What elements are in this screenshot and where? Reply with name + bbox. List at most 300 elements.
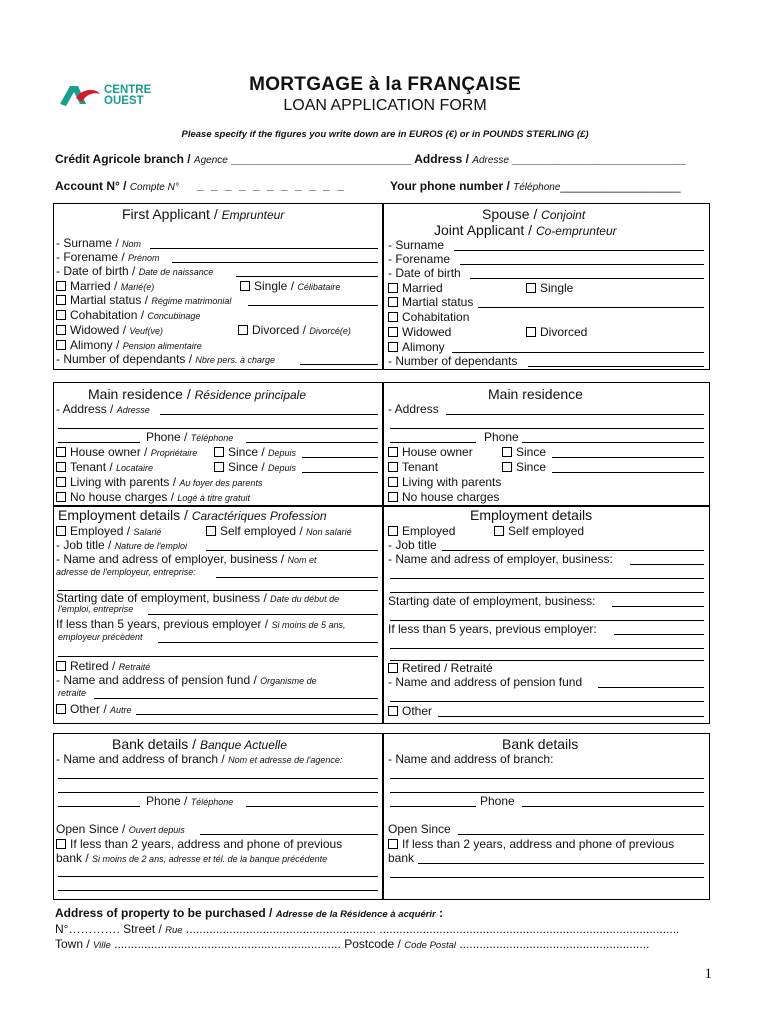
j-widowed-text: Widowed [402,325,452,339]
marital-status-field[interactable] [248,305,378,306]
checkbox-icon[interactable] [56,310,66,320]
page-number: 1 [704,966,712,982]
address-field[interactable]: __________________________ [508,152,686,166]
j-since-text: Since [516,445,547,459]
bank-title-fr: Banque Actuelle [199,738,287,752]
res-address-field-3[interactable] [58,442,140,443]
other-field[interactable] [136,714,378,715]
bank-title [112,736,287,752]
cohabitation-checkbox[interactable] [56,308,200,323]
j-employer-field-2[interactable] [390,578,704,579]
j-pension-label: - Name and address of pension fund [388,675,583,689]
dob-label [56,264,213,279]
j-bank-title: Bank details [502,736,579,752]
j-employer-field-1[interactable] [630,564,704,565]
checkbox-icon[interactable] [388,312,398,322]
prev-field-1[interactable] [158,642,378,643]
divorced-en: Divorced / [252,323,310,337]
spouse-title [482,206,585,222]
single-fr: Célibataire [297,282,341,292]
forename-en: - Forename / [56,250,129,264]
branch-row [55,152,686,166]
start-field[interactable] [148,614,378,615]
living-fr: Au foyer des parents [179,478,263,488]
account-number-field[interactable]: _ _ _ _ _ _ _ _ _ _ _ [197,178,346,192]
bank-branch-fr: Nom et adresse de l'agence: [228,755,343,765]
j-marital-field[interactable] [478,307,704,308]
res-phone-label [146,430,233,445]
tenant-since-field[interactable] [302,472,378,473]
j-alimony-checkbox[interactable] [388,340,445,354]
employer-fr-1: Nom et [287,555,317,565]
prev-fr-2: employeur précèdent [58,632,143,642]
j-prev-label: If less than 5 years, previous employer: [388,622,597,636]
since-fr: Depuis [268,463,297,473]
j-owner-since[interactable] [502,445,546,459]
currency-notice: Please specify if the figures you write down are in EUROS (€) or in POUNDS STERLING (£) [181,129,589,140]
j-less2-checkbox[interactable] [388,837,674,851]
pension-fr-1: Organisme de [260,676,317,686]
j-bank-branch-label: - Name and address of branch: [388,752,554,766]
property-town-row [55,937,649,951]
prev-en: If less than 5 years, previous employer / [56,617,272,631]
jobtitle-en: - Job title / [56,538,115,552]
j-pension-field-2[interactable] [390,701,704,702]
checkbox-icon[interactable] [526,327,536,337]
j-pension-field-1[interactable] [598,687,704,688]
property-town-label: Town / [55,937,94,951]
marital-status-label [56,293,231,308]
checkbox-icon[interactable] [56,325,66,335]
divorced-checkbox[interactable] [238,323,351,338]
single-checkbox[interactable] [240,279,340,294]
j-marital-label [388,295,473,309]
j-jobtitle-field[interactable] [442,550,704,551]
j-open-since-field[interactable] [458,834,704,835]
open-en: Open Since / [56,822,129,836]
j-single-text: Single [540,281,574,295]
employer-en: - Name and adress of employer, business / [56,552,288,566]
employer-field-1[interactable] [216,577,378,578]
dependants-label [56,352,275,367]
bank-phone-en: Phone / [146,794,191,808]
first-applicant-title-fr: Emprunteur [221,208,285,222]
j-cohab-text: Cohabitation [402,310,470,324]
surname-label [56,236,141,251]
checkbox-icon[interactable] [494,526,504,536]
surname-en: - Surname / [56,236,123,250]
j-retired-checkbox[interactable] [388,661,493,675]
j-retired-text: Retired / Retraité [402,661,493,675]
j-employer-field-3[interactable] [390,592,704,593]
prev-bank-field-1[interactable] [58,876,378,877]
dependants-fr: Nbre pers. à charge [195,355,275,365]
res-address-fr: Adresse [116,405,150,415]
nocharges-checkbox[interactable] [56,490,250,505]
branch-label-fr: Agence [193,155,228,166]
widowed-en: Widowed / [70,323,130,337]
res-address-field-1[interactable] [160,414,378,415]
j-dob-label: - Date of birth [388,266,461,280]
res-address-en: - Address / [56,402,117,416]
jobtitle-field[interactable] [206,550,378,551]
page-title: MORTGAGE à la FRANÇAISE [249,74,521,95]
j-other-field[interactable] [438,716,704,717]
owner-since-field[interactable] [302,457,378,458]
bank-branch-en: - Name and address of branch / [56,752,229,766]
tenant-checkbox[interactable] [56,460,153,475]
j-owner-text: House owner [402,445,473,459]
self-en: Self employed / [220,524,307,538]
pension-en: - Name and address of pension fund / [56,673,261,687]
j-res-address-field-3[interactable] [390,442,476,443]
other-checkbox[interactable] [56,702,132,717]
checkbox-icon[interactable] [238,325,248,335]
employment-title [58,507,327,523]
address-label: Address / [414,152,473,166]
forename-fr: Prénom [128,253,160,263]
forename-field[interactable] [172,262,378,263]
j-married-checkbox[interactable] [388,281,443,295]
employed-en: Employed / [70,524,134,538]
widowed-checkbox[interactable] [56,323,163,338]
j-alimony-field[interactable] [452,352,704,353]
checkbox-icon[interactable] [502,462,512,472]
j-res-phone-label: Phone [484,430,519,444]
employment-title-en: Employment details / [58,507,192,523]
j-self-employed-checkbox[interactable] [494,524,584,538]
j-forename-field[interactable] [460,264,704,265]
logo-line-1: CENTRE [104,84,152,96]
checkbox-icon[interactable] [56,281,66,291]
phone-label-fr: Téléphone [513,182,561,193]
bank-branch-field-2[interactable] [58,792,378,793]
retired-fr: Retraité [118,662,151,672]
bank-phone-label [146,794,233,809]
dob-fr: Date de naissance [138,267,214,277]
branch-label: Crédit Agricole branch / [55,152,194,166]
open-since-label [56,822,185,837]
alimony-checkbox[interactable] [56,338,202,353]
prev-bank-en: bank / [56,851,93,865]
j-living-text: Living with parents [402,475,502,489]
j-dependants-label: - Number of dependants [388,354,518,368]
bank-phone-fr: Téléphone [190,797,234,807]
account-row [55,179,179,193]
j-nocharges-text: No house charges [402,490,500,504]
checkbox-icon[interactable] [56,492,66,502]
divorced-fr: Divorcé(e) [309,326,351,336]
property-street-field[interactable]: ......................................................... .......................................................................................... [182,922,680,936]
j-dependants-field[interactable] [528,366,704,367]
property-postcode-field[interactable]: ......................................................... [456,937,650,951]
res-address-label [56,402,150,417]
checkbox-icon[interactable] [388,492,398,502]
j-cohab-checkbox[interactable] [388,310,469,324]
page-subtitle: LOAN APPLICATION FORM [283,97,487,114]
tenant-en: Tenant / [70,460,117,474]
marital-fr: Régime matrimonial [151,296,232,306]
tenant-fr: Locataire [116,463,154,473]
cohab-en: Cohabitation / [70,308,148,322]
res-phone-field[interactable] [246,442,378,443]
j-tenant-checkbox[interactable] [388,460,438,474]
married-en: Married / [70,279,121,293]
checkbox-icon[interactable] [56,462,66,472]
j-jobtitle-label: - Job title [388,538,437,552]
first-applicant-title [122,206,284,222]
j-owner-since-field[interactable] [552,457,704,458]
property-street-row [55,922,679,936]
bank-branch-field-3[interactable] [58,806,140,807]
nocharges-en: No house charges / [70,490,178,504]
property-title [55,906,443,920]
prev-bank-fr: Si moins de 2 ans, adresse et tél. de la banque précédente [92,854,328,864]
j-bank-branch-field-2[interactable] [390,792,704,793]
j-marital-text: Martial status [402,295,474,309]
joint-title-fr: Co-emprunteur [535,224,617,238]
j-self-text: Self employed [508,524,585,538]
surname-field[interactable] [150,248,378,249]
property-title-end: : [435,906,444,920]
checkbox-icon[interactable] [388,447,398,457]
nocharges-fr: Logé à titre gratuit [177,493,250,503]
checkbox-icon[interactable] [56,526,66,536]
prev-fr-1: Si moins de 5 ans, [271,620,346,630]
checkbox-icon[interactable] [56,477,66,487]
retired-en: Retired / [70,659,119,673]
phone-row [390,179,681,193]
tenant-since[interactable] [214,460,296,475]
checkbox-icon[interactable] [388,327,398,337]
prev-bank-label [56,851,327,866]
employed-fr: Salarié [133,527,162,537]
checkbox-icon[interactable] [214,447,224,457]
j-prev-field-2[interactable] [390,648,704,649]
residence-title [88,386,306,402]
j-bank-phone-label: Phone [480,794,515,808]
widowed-fr: Veuf(ve) [129,326,164,336]
checkbox-icon[interactable] [388,706,398,716]
j-forename-label: - Forename [388,252,451,266]
checkbox-icon[interactable] [388,283,398,293]
other-fr: Autre [110,705,132,715]
property-number-label: N°…………. Street / [55,922,166,936]
employer-fr-2: adresse de l'employeur, entreprise: [56,567,196,577]
res-address-field-2[interactable] [58,428,378,429]
cohab-fr: Concubinage [147,311,201,321]
employer-label [56,552,316,567]
residence-title-fr: Résidence principale [194,388,307,402]
j-other-text: Other [402,704,433,718]
other-en: Other / [70,702,111,716]
phone-field[interactable]: __________________ [560,179,681,193]
dependants-en: - Number of dependants / [56,352,196,366]
prev-field-2[interactable] [58,656,378,657]
first-applicant-title-en: First Applicant / [122,206,222,222]
j-prev-field-1[interactable] [614,634,704,635]
checkbox-icon[interactable] [214,462,224,472]
bank-branch-field-1[interactable] [58,778,378,779]
account-label-fr: Compte N° [129,182,179,193]
checkbox-icon[interactable] [56,704,66,714]
checkbox-icon[interactable] [388,663,398,673]
joint-applicant-title [434,222,617,238]
since-fr: Depuis [268,448,297,458]
owner-en: House owner / [70,445,151,459]
j-bank-branch-field-1[interactable] [390,778,704,779]
j-divorced-checkbox[interactable] [526,325,587,339]
pension-label [56,673,317,688]
bank-phone-field[interactable] [246,806,378,807]
j-alimony-text: Alimony [402,340,445,354]
dob-en: - Date of birth / [56,264,139,278]
single-en: Single / [254,279,298,293]
j-single-checkbox[interactable] [526,281,573,295]
living-checkbox[interactable] [56,475,262,490]
j-married-text: Married [402,281,443,295]
spouse-title-en: Spouse / [482,206,542,222]
owner-fr: Propriétaire [150,448,198,458]
j-since-text: Since [516,460,547,474]
j-tenant-since[interactable] [502,460,546,474]
checkbox-icon[interactable] [502,447,512,457]
prev-employer-label [56,617,345,632]
j-employer-label: - Name and adress of employer, business: [388,552,613,566]
since-en: Since / [228,445,269,459]
j-prev-bank-label: bank [388,851,415,865]
checkbox-icon[interactable] [388,839,398,849]
checkbox-icon[interactable] [56,295,66,305]
employment-title-fr: Caractériques Profession [191,509,327,523]
open-since-field[interactable] [200,834,378,835]
prev-bank-field-2[interactable] [58,890,378,891]
checkbox-icon[interactable] [56,839,66,849]
checkbox-icon[interactable] [56,661,66,671]
pension-field[interactable] [94,698,378,699]
j-start-field[interactable] [612,606,704,607]
branch-field[interactable]: ___________________________ [227,152,415,166]
j-nocharges-checkbox[interactable] [388,490,499,504]
start-fr-1: Date du début de [270,594,340,604]
forename-label [56,250,160,265]
res-phone-en: Phone / [146,430,191,444]
retired-checkbox[interactable] [56,659,150,674]
spouse-title-fr: Conjoint [541,208,586,222]
married-fr: Marié(e) [120,282,155,292]
jobtitle-label [56,538,187,553]
checkbox-icon[interactable] [526,283,536,293]
j-open-since-label: Open Since [388,822,451,836]
property-street-fr: Rue [165,925,183,936]
jobtitle-fr: Nature de l'emploi [114,541,187,551]
living-en: Living with parents / [70,475,180,489]
j-res-address-field-1[interactable] [446,414,704,415]
checkbox-icon[interactable] [388,477,398,487]
j-dob-field[interactable] [470,278,704,279]
j-employed-checkbox[interactable] [388,524,455,538]
j-prev-bank-field-1[interactable] [418,863,704,864]
j-res-phone-field[interactable] [522,442,704,443]
pension-fr-2: retraite [58,688,87,698]
j-start-field-2[interactable] [390,620,704,621]
bank-branch-label [56,752,342,767]
property-postcode-fr: Code Postal [404,940,456,951]
j-res-address-field-2[interactable] [390,428,704,429]
residence-title-en: Main residence / [88,386,195,402]
self-employed-checkbox[interactable] [206,524,352,539]
checkbox-icon[interactable] [388,526,398,536]
j-owner-checkbox[interactable] [388,445,473,459]
surname-fr: Nom [122,239,142,249]
j-bank-branch-field-3[interactable] [390,806,476,807]
j-surname-label: - Surname [388,238,445,252]
j-employed-text: Employed [402,524,456,538]
phone-label: Your phone number / [390,179,514,193]
account-label: Account N° / [55,179,130,193]
joint-title-en: Joint Applicant / [434,222,536,238]
j-widowed-checkbox[interactable] [388,325,451,339]
j-tenant-text: Tenant [402,460,439,474]
dependants-field[interactable] [300,364,378,365]
res-phone-fr: Téléphone [190,433,234,443]
j-prev-bank-field-2[interactable] [390,877,704,878]
self-fr: Non salarié [306,527,352,537]
checkbox-icon[interactable] [388,342,398,352]
bank-title-en: Bank details / [112,736,200,752]
less2-en: If less than 2 years, address and phone of previous [70,837,343,851]
j-res-address-label: - Address [388,402,439,416]
less2-checkbox[interactable] [56,837,342,851]
owner-since[interactable] [214,445,296,460]
j-residence-title: Main residence [488,386,583,402]
logo-line-2: OUEST [104,95,144,107]
open-fr: Ouvert depuis [128,825,185,835]
j-other-checkbox[interactable] [388,704,432,718]
alimony-en: Alimony / [70,338,123,352]
j-start-label: Starting date of employment, business: [388,594,596,608]
checkbox-icon[interactable] [240,281,250,291]
checkbox-icon[interactable] [206,526,216,536]
address-label-fr: Adresse [472,155,509,166]
j-tenant-since-field[interactable] [552,472,704,473]
start-fr-2: l'emploi, entreprise [58,604,134,614]
alimony-fr: Pension alimentaire [122,341,202,351]
property-town-field[interactable]: .................................................................... [110,937,345,951]
checkbox-icon[interactable] [56,340,66,350]
checkbox-icon[interactable] [388,462,398,472]
marital-en: Martial status / [70,293,152,307]
married-checkbox[interactable] [56,279,154,294]
checkbox-icon[interactable] [388,297,398,307]
j-divorced-text: Divorced [540,325,588,339]
owner-checkbox[interactable] [56,445,197,460]
j-living-checkbox[interactable] [388,475,501,489]
j-employment-title: Employment details [470,507,593,523]
property-postcode-label: Postcode / [344,937,405,951]
property-title-en: Address of property to be purchased / [55,906,276,920]
j-bank-phone-field[interactable] [522,806,704,807]
property-title-fr: Adresse de la Résidence à acquérir [275,909,436,920]
since-en: Since / [228,460,269,474]
j-less2-text: If less than 2 years, address and phone of previous [402,837,675,851]
start-en: Starting date of employment, business / [56,591,271,605]
dob-field[interactable] [236,276,378,277]
property-town-fr: Ville [93,940,111,951]
employed-checkbox[interactable] [56,524,161,539]
checkbox-icon[interactable] [56,447,66,457]
j-surname-field[interactable] [454,250,704,251]
